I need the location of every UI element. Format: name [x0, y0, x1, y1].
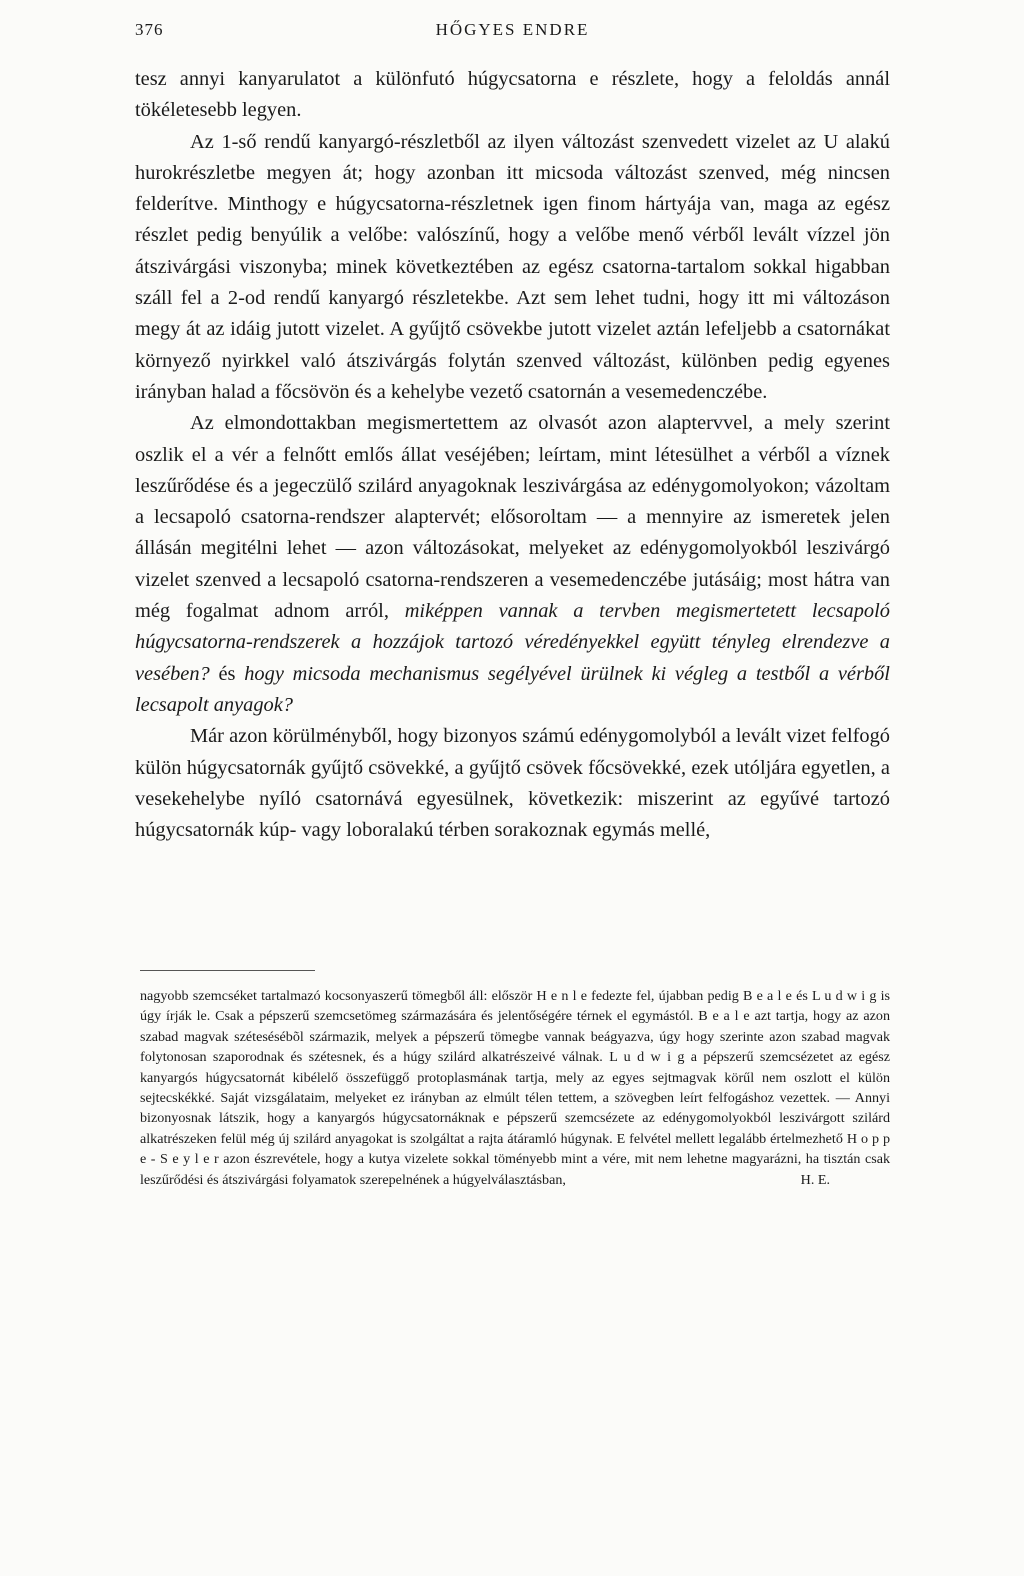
paragraph-3-question-2: hogy micsoda mechanismus segélyével ürülnek ki végleg a testből a vérből lecsapolt anyagok? — [135, 662, 890, 716]
footnote-divider — [140, 970, 315, 971]
paragraph-4: Már azon körülményből, hogy bizonyos számú edénygomolyból a levált vizet felfogó külön húgycsatornák gyűjtő csövekké, a gyűjtő csövek főcsövekké, ezek utóljára egyetlen, a vesekehelybe nyíló csatornává egyesülnek, következik: miszerint az egyűvé tartozó húgycsatornák kúp- vagy loboralakú térben sorakoznak egymás mellé, — [135, 725, 890, 842]
paragraph-1: tesz annyi kanyarulatot a különfutó húgycsatorna e részlete, hogy a feloldás annál tökéletesebb legyen. — [135, 68, 890, 122]
page-header — [135, 20, 890, 50]
paragraph-3-question-1: miképpen vannak a tervben megismertetett lecsapoló húgycsatorna-rendszerek a hozzájok tartozó véredényekkel együtt tényleg elrendezve a vesében? — [135, 600, 890, 685]
paragraph-3-conjunction: és — [218, 662, 236, 685]
footnote-text: nagyobb szemcséket tartalmazó kocsonyaszerű tömegből áll: először H e n l e fedezte fel, újabban pedig B e a l e és L u d w i g is úgy írják le. Csak a pépszerű szemcsetömeg származására és jelentőségére térnek el egymástól. B e a l e azt tartja, hogy az azon szabad magvak szétesésébõl származik, melyek a pépszerű tömegbe vannak beágyazva, úgy hogy szerinte azon szabad magvak folytonosan szaporodnak és szétesnek, és a húgy szilárd alkatrészeivé válnak. L u d w i g a pépszerű szemcsézetet az egész kanyargós húgycsatornát kibélelő összefüggő protoplasmának tartja, mely az egyes sejtmagvak körűl nem oszlott el külön sejtecskékké. Saját vizsgálataim, melyeket ez irányban az elmúlt télen tettem, a szövegben leírt felfogáshoz vezettek. — Annyi bizonyosnak látszik, hogy a kanyargós húgycsatornáknak e pépszerű szemcsézete az edénygomolyokból leszivárgott szilárd alkatrészeken felül még új szilárd anyagokat is szolgáltat a rajta átáramló húgynak. E felvétel mellett legalább értelmezhető H o p p e - S e y l e r azon észrevétele, hogy a kutya vizelete sokkal töményebb mint a vére, mit nem lehetne magyarázni, ha tisztán csak leszűrődési és átszivárgási folyamatok szerepelnének a húgyelválasztásban, — [140, 988, 890, 1188]
footnote-signature: H. E. — [800, 1172, 830, 1189]
main-text — [135, 64, 890, 846]
page-number: 376 — [135, 20, 164, 39]
paragraph-3 — [135, 408, 890, 721]
running-head: HŐGYES ENDRE — [435, 20, 590, 39]
paragraph-2: Az 1-ső rendű kanyargó-részletből az ilyen változást szenvedett vizelet az U alakú hurokrészletbe megyen át; hogy azonban itt micsoda változást szenved, még nincsen felderítve. Minthogy e húgycsatorna-részletnek igen finom hártyája van, maga az egész részlet pedig benyúlik a velőbe: valószínű, hogy a velőbe menő vérből levált vízzel jön átszivárgási viszonyba; minek következtében az egész csatorna-tartalom sokkal higabban száll fel a 2-od rendű kanyargó részletekbe. Azt sem lehet tudni, hogy itt mi változáson megy át az idáig jutott vizelet. A gyűjtő csövekbe jutott vizelet aztán lefeljebb a csatornákat környező nyirkkel való átszivárgás folytán szenved változást, különben pedig egyenes irányban halad a főcsövön és a kehelybe vezető csatornán a vesemedenczébe. — [135, 130, 890, 403]
footnote — [140, 986, 890, 1190]
paragraph-3-text: Az elmondottakban megismertettem az olvasót azon alaptervvel, a mely szerint oszlik el a vér a felnőtt emlős állat veséjében; leírtam, mint létesülhet a vérből a víznek leszűrődése és a jegeczülő szilárd anyagoknak leszivárgása az edénygomolyokon; vázoltam a lecsapoló csatorna-rendszer alaptervét; elősoroltam — a mennyire az ismeretek jelen állásán megitélni lehet — azon változásokat, melyeket az edénygomolyokból leszivárgó vizelet szenved a lecsapoló csatorna-rendszeren a vesemedenczébe jutásáig; most hátra van még fogalmat adnom arról, — [135, 412, 890, 623]
